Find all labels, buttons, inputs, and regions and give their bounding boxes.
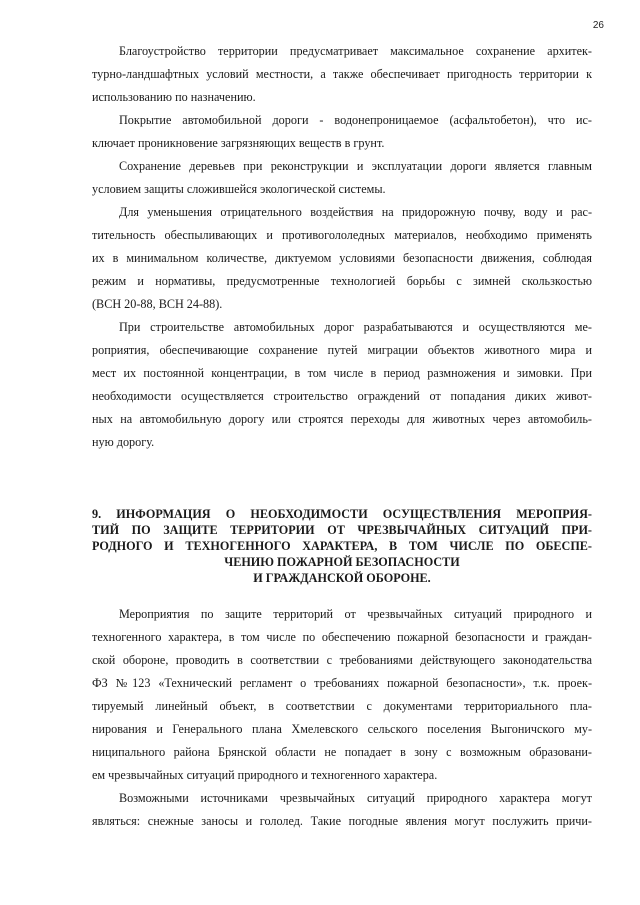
- section-heading-line: И ГРАЖДАНСКОЙ ОБОРОНЕ.: [253, 571, 431, 585]
- paragraph-line: ем чрезвычайных ситуаций природного и техногенного характера.: [92, 768, 438, 782]
- paragraph-line: необходимости осуществляется строительство ограждений от попадания диких живот-: [92, 389, 592, 403]
- paragraph-line: Благоустройство территории предусматривает максимальное сохранение архитек-: [119, 44, 592, 58]
- paragraph-line: турно-ландшафтных условий местности, а также обеспечивает пригодность территории к: [92, 67, 592, 81]
- paragraph-line: тительность обеспыливающих и противогололедных материалов, необходимо применять: [92, 228, 592, 242]
- paragraph-line: мест их постоянной концентрации, в том числе в период размножения и зимовки. При: [92, 366, 592, 380]
- paragraph-1: [92, 40, 592, 109]
- paragraph-line: нирования и Генерального плана Хмелевского сельского поселения Выгоничского му-: [92, 722, 592, 736]
- paragraph-line: являться: снежные заносы и гололед. Такие погодные явления могут послужить причи-: [92, 814, 592, 828]
- paragraph-line: ных на автомобильную дорогу или строятся переходы для животных через автомобиль-: [92, 412, 592, 426]
- paragraph-2: [92, 109, 592, 155]
- paragraph-line: тируемый линейный объект, в соответствии с документами территориального пла-: [92, 699, 592, 713]
- paragraph-line: условием защиты сложившейся экологической системы.: [92, 182, 386, 196]
- section-heading-line: ТИЙ ПО ЗАЩИТЕ ТЕРРИТОРИИ ОТ ЧРЕЗВЫЧАЙНЫХ СИТУАЦИЙ ПРИ-: [92, 523, 592, 537]
- paragraph-line: Возможными источниками чрезвычайных ситуаций природного характера могут: [119, 791, 592, 805]
- paragraph-6: [92, 603, 592, 787]
- paragraph-line: Покрытие автомобильной дороги - водонепроницаемое (асфальтобетон), что ис-: [119, 113, 592, 127]
- paragraph-line: ниципального района Брянской области не попадает в зону с возможным образовани-: [92, 745, 592, 759]
- section-heading-line: 9. ИНФОРМАЦИЯ О НЕОБХОДИМОСТИ ОСУЩЕСТВЛЕНИЯ МЕРОПРИЯ-: [92, 507, 592, 521]
- paragraph-line: ключает проникновение загрязняющих веществ в грунт.: [92, 136, 385, 150]
- paragraph-4: [92, 201, 592, 316]
- section-heading-line: ЧЕНИЮ ПОЖАРНОЙ БЕЗОПАСНОСТИ: [224, 555, 460, 569]
- paragraph-line: ФЗ №123 «Технический регламент о требованиях пожарной безопасности», т.к. проек-: [92, 676, 592, 690]
- paragraph-line: использованию по назначению.: [92, 90, 256, 104]
- paragraph-line: техногенного характера, в том числе по обеспечению пожарной безопасности и граждан-: [92, 630, 592, 644]
- paragraph-line: Для уменьшения отрицательного воздействия на придорожную почву, воду и рас-: [119, 205, 592, 219]
- page-number: 26: [592, 20, 604, 31]
- document-body: [92, 40, 592, 833]
- paragraph-line: их в минимальном количестве, диктуемом условиями безопасности движения, соблюдая: [92, 251, 592, 265]
- paragraph-line: При строительстве автомобильных дорог разрабатываются и осуществляются ме-: [119, 320, 592, 334]
- paragraph-line: (ВСН 20-88, ВСН 24-88).: [92, 297, 223, 311]
- section-heading: [92, 506, 592, 586]
- paragraph-5: [92, 316, 592, 454]
- section-heading-line: РОДНОГО И ТЕХНОГЕННОГО ХАРАКТЕРА, В ТОМ ЧИСЛЕ ПО ОБЕСПЕ-: [92, 539, 592, 553]
- paragraph-line: Мероприятия по защите территорий от чрезвычайных ситуаций природного и: [119, 607, 592, 621]
- paragraph-line: ную дорогу.: [92, 435, 155, 449]
- paragraph-line: роприятия, обеспечивающие сохранение путей миграции объектов животного мира и: [92, 343, 592, 357]
- paragraph-line: ской обороне, проводить в соответствии с требованиями действующего законодательства: [92, 653, 592, 667]
- paragraph-line: Сохранение деревьев при реконструкции и эксплуатации дороги является главным: [119, 159, 592, 173]
- paragraph-7: [92, 787, 592, 833]
- paragraph-3: [92, 155, 592, 201]
- paragraph-line: режим и нормативы, предусмотренные технологией борьбы с зимней скользкостью: [92, 274, 592, 288]
